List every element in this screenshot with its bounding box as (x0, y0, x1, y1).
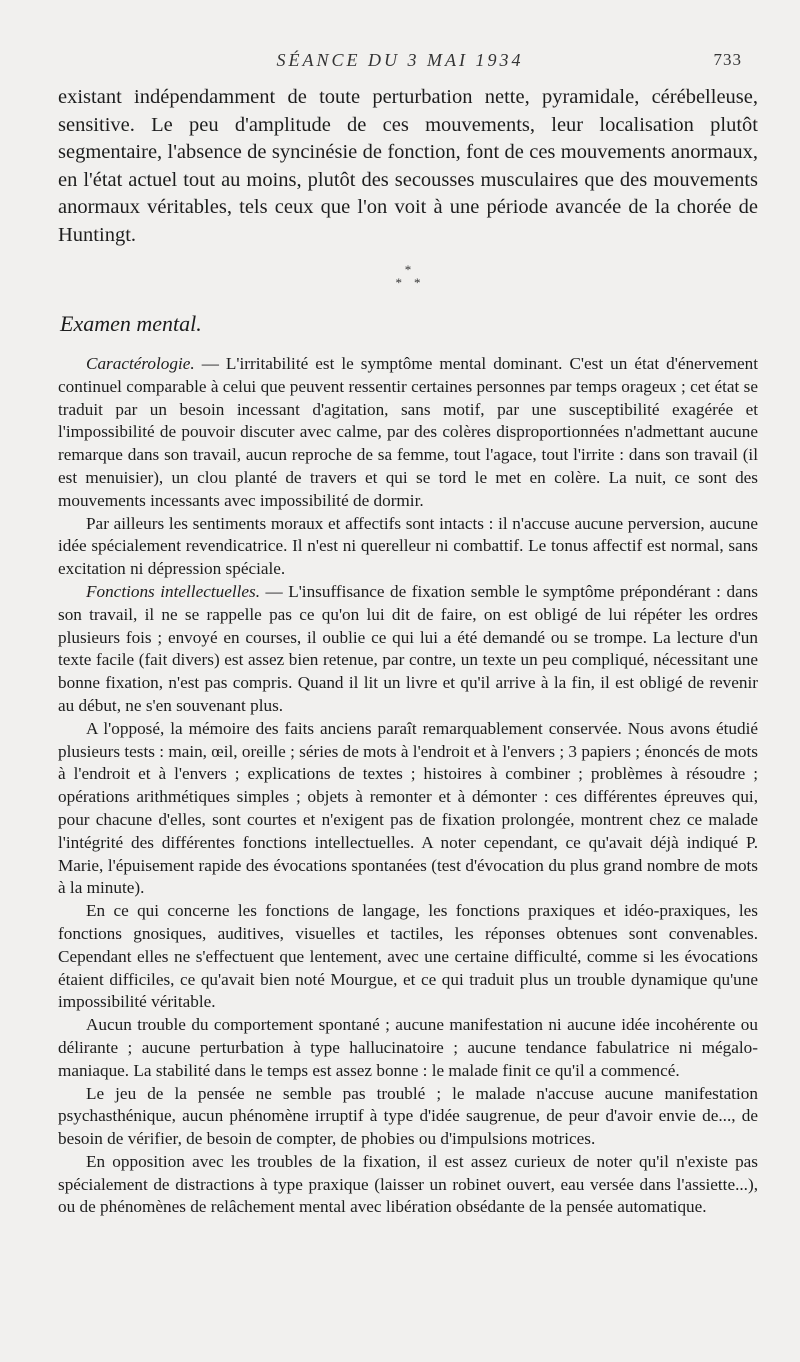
paragraph-text: En opposition avec les troubles de la fixation, il est assez curieux de noter qu'il n'existe pas spécialement de distractions à type praxique (laisser un robinet ouvert, eau versée dans l'assiette...), ou de phénomènes de relâchement mental avec libération obsédante de la pensée automatique. (58, 1151, 758, 1217)
paragraph-comportement (58, 1014, 758, 1082)
paragraph-text: En ce qui concerne les fonctions de langage, les fonctions praxiques et idéo-praxiques, les fonctions gnosiques, auditives, visuelles et tactiles, les réponses obtenues sont convenables. Cependant elles ne s'effectuent que lentement, avec une certaine difficulté, comme si les évocations étaient difficiles, ce qu'avait bien noté Mourgue, et ce qui traduit plus un trouble dynamique qu'une impossibilité véritable. (58, 901, 758, 1012)
paragraph-memoire (58, 718, 758, 900)
paragraph-text: — L'irritabilité est le symptôme mental dominant. C'est un état d'énervement continuel comparable à celui que peuvent ressentir certaines personnes par temps orageux ; cet état se traduit par un besoin incessant d'agitation, sans motif, par une susceptibilité exagérée et l'impossibilité de pouvoir discuter avec calme, par des colères disproportionnées n'admettant aucune remarque dans son travail, aucun reproche de sa femme, tout l'agace, tout l'irrite : dans son travail (il est menuisier), un clou planté de travers et qui se tord le met en colère. La nuit, ce sont des mouvements incessants avec impossibilité de dormir. (58, 354, 758, 510)
paragraph-pensee (58, 1083, 758, 1151)
paragraph-sentiments (58, 513, 758, 581)
paragraph-label: Fonctions intellectuelles. (86, 581, 260, 601)
paragraph-text: Le jeu de la pensée ne semble pas troublé ; le malade n'accuse aucune manifestation psychasthénique, aucun phénomène irruptif à type d'idée saugrenue, de peur d'avoir envie de..., de besoin de vérifier, de besoin de compter, de phobies ou d'impulsions motrices. (58, 1083, 758, 1149)
page-header (0, 50, 800, 80)
paragraph-langage (58, 900, 758, 1014)
asterism-divider: * ** (395, 262, 433, 290)
intro-paragraph: existant indépendamment de toute perturbation nette, pyramidale, cérébelleuse, sensitive. Le peu d'amplitude de ces mouvements, leur localisation plutôt segmentaire, l'absence de syncinésie de fonction, font de ces mouvements anormaux, en l'état actuel tout au moins, plutôt des secousses musculaires que des mouvements anormaux véritables, tels ceux que l'on voit à une période avancée de la chorée de Huntingt. (58, 86, 758, 246)
paragraph-text: Aucun trouble du comportement spontané ; aucune manifestation ni aucune idée incohérente ou délirante ; aucune perturbation à type hallucinatoire ; aucune tendance fabulatrice ni mégalo-maniaque. La stabilité dans le temps est assez bonne : le malade finit ce qu'il a commencé. (58, 1015, 758, 1080)
paragraph-caracterologie (58, 353, 758, 513)
paragraph-fonctions-intellectuelles (58, 581, 758, 718)
paragraph-text: A l'opposé, la mémoire des faits anciens paraît remarquablement conservée. Nous avons étudié plusieurs tests : main, œil, oreille ; séries de mots à l'endroit et à l'envers ; 3 papiers ; énoncés de mots à l'endroit et à l'envers ; explications de textes ; histoires à combiner ; problèmes à résoudre ; opérations arithmétiques simples ; objets à remonter et à démonter : ces différentes épreuves qui, pour chacune d'elles, sont courtes et n'exigent pas de fixation prolongée, montrent chez ce malade l'intégrité des différentes fonctions intellectuelles. A noter cependant, ce qu'avait déjà indiqué P. Marie, l'épuisement rapide des évocations spontanées (test d'évocation du plus grand nombre de mots à la minute). (58, 718, 758, 898)
page-body (58, 84, 758, 1219)
paragraph-label: Caractérologie. (86, 354, 195, 373)
paragraph-text: Par ailleurs les sentiments moraux et affectifs sont intacts : il n'accuse aucune perversion, aucune idée spécialement revendicatrice. Il n'est ni querelleur ni combattif. Le tonus affectif est normal, sans excitation ni dépression spéciale. (58, 513, 758, 579)
page-number: 733 (713, 50, 742, 69)
running-title: SÉANCE DU 3 MAI 1934 (276, 50, 524, 70)
paragraph-opposition (58, 1151, 758, 1219)
paragraph-text: — L'insuffisance de fixation semble le symptôme prépondérant : dans son travail, il ne se rappelle pas ce qu'on lui dit de faire, on est obligé de lui répéter les ordres plusieurs fois ; envoyé en courses, il oublie ce qui lui a été demandé ou se trompe. La lecture d'un texte facile (fait divers) est assez bien retenue, par contre, un texte un peu compliqué, nécessitant une bonne fixation, n'est pas compris. Quand il lit un livre et qu'il arrive à la fin, il est obligé de revenir au début, ne s'en souvenant plus. (58, 581, 758, 715)
section-heading: Examen mental. (60, 311, 202, 336)
